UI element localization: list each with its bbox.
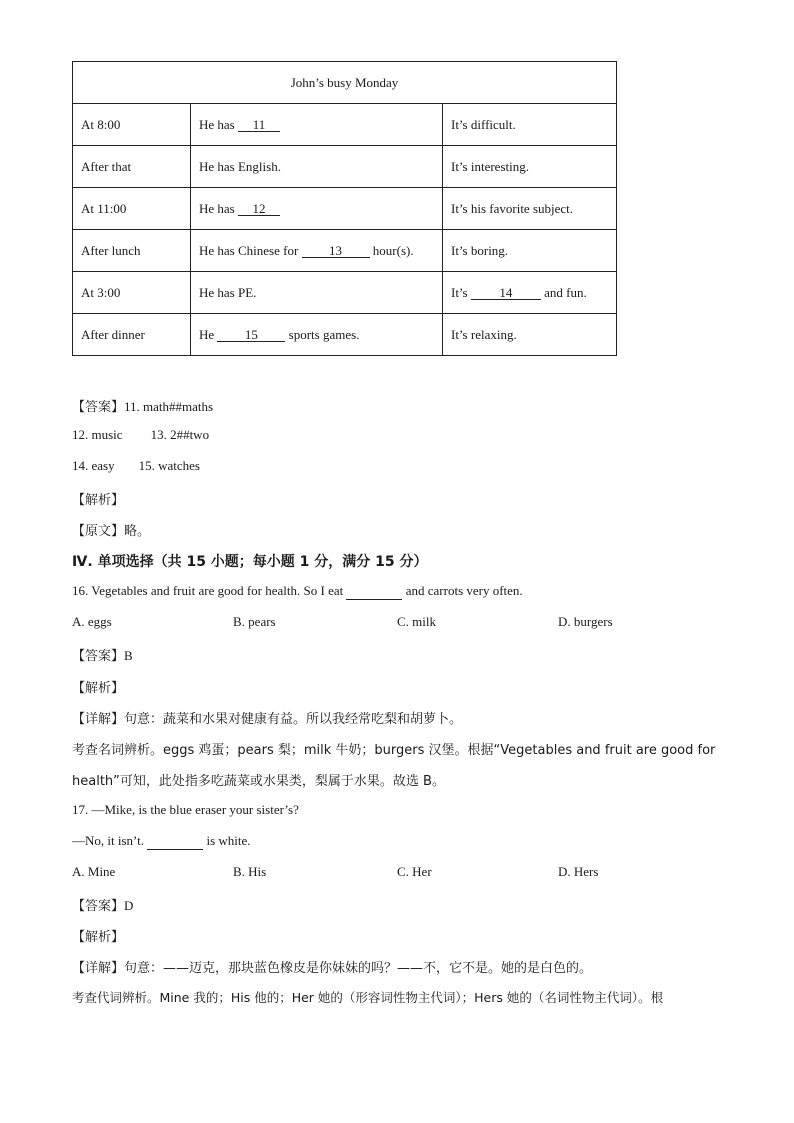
answer-12: 12. music bbox=[72, 427, 123, 442]
answer-13: 13. 2##two bbox=[150, 427, 210, 442]
answer-11: 11. math##maths bbox=[124, 399, 214, 414]
answer-label: 【答案】 bbox=[72, 649, 125, 664]
question-17-reply bbox=[72, 833, 251, 850]
option-d: D. Hers bbox=[558, 864, 599, 879]
option-d: D. burgers bbox=[558, 614, 613, 629]
blank-14: 14 bbox=[471, 286, 541, 300]
option-a: A. Mine bbox=[72, 864, 116, 879]
analysis-label: 【解析】 bbox=[72, 493, 125, 508]
original-line bbox=[72, 520, 150, 539]
table-title: John’s busy Monday bbox=[73, 62, 617, 104]
answer-15: 15. watches bbox=[138, 458, 200, 473]
comment-cell: It’s his favorite subject. bbox=[443, 188, 617, 230]
activity-cell: He has English. bbox=[191, 146, 443, 188]
answer-line bbox=[72, 427, 209, 443]
time-cell: After dinner bbox=[73, 314, 191, 356]
activity-cell bbox=[191, 188, 443, 230]
detail-line bbox=[72, 708, 462, 727]
activity-text: hour(s). bbox=[369, 242, 414, 258]
table-row bbox=[73, 188, 617, 230]
time-cell: At 3:00 bbox=[73, 272, 191, 314]
blank-11: 11 bbox=[238, 118, 280, 132]
table-row bbox=[73, 314, 617, 356]
time-cell: After lunch bbox=[73, 230, 191, 272]
analysis-line bbox=[72, 677, 124, 696]
question-16-stem bbox=[72, 583, 523, 600]
original-text: 略。 bbox=[124, 524, 151, 539]
time-cell: At 11:00 bbox=[73, 188, 191, 230]
answer-line bbox=[72, 396, 213, 415]
activity-text: He has bbox=[199, 200, 238, 216]
blank-13: 13 bbox=[302, 244, 370, 258]
section-heading: Ⅳ. 单项选择（共 15 小题；每小题 1 分，满分 15 分） bbox=[72, 554, 428, 570]
answer-label: 【答案】 bbox=[72, 899, 125, 914]
question-17-stem: 17. —Mike, is the blue eraser your sister’s? bbox=[72, 802, 299, 817]
comment-cell: It’s difficult. bbox=[443, 104, 617, 146]
question-text: 16. Vegetables and fruit are good for health. So I eat bbox=[72, 583, 347, 598]
detail-text: 考查名词辨析。eggs 鸡蛋；pears 梨；milk 牛奶；burgers 汉堡。根据“Vegetables and fruit are good for bbox=[72, 743, 716, 758]
comment-cell: It’s interesting. bbox=[443, 146, 617, 188]
comment-cell: It’s boring. bbox=[443, 230, 617, 272]
question-text: is white. bbox=[203, 833, 251, 848]
answer-line bbox=[72, 645, 133, 664]
option-c: C. milk bbox=[397, 614, 437, 629]
table-row bbox=[73, 230, 617, 272]
activity-cell bbox=[191, 104, 443, 146]
answer-14: 14. easy bbox=[72, 458, 115, 473]
answer-blank bbox=[147, 833, 203, 850]
activity-text: He bbox=[199, 326, 218, 342]
comment-cell bbox=[443, 272, 617, 314]
activity-text: sports games. bbox=[285, 326, 360, 342]
table-row bbox=[73, 272, 617, 314]
option-b: B. pears bbox=[233, 614, 276, 629]
answer-line bbox=[72, 458, 200, 474]
option-b: B. His bbox=[233, 864, 267, 879]
detail-label: 【详解】 bbox=[72, 712, 125, 727]
table-row bbox=[73, 146, 617, 188]
blank-12: 12 bbox=[238, 202, 280, 216]
activity-cell bbox=[191, 230, 443, 272]
detail-label: 【详解】 bbox=[72, 961, 125, 976]
original-label: 【原文】 bbox=[72, 524, 125, 539]
comment-text: and fun. bbox=[540, 284, 587, 300]
analysis-label: 【解析】 bbox=[72, 681, 125, 696]
blank-15: 15 bbox=[217, 328, 285, 342]
option-c: C. Her bbox=[397, 864, 432, 879]
analysis-line bbox=[72, 489, 124, 508]
table-title-row bbox=[73, 62, 617, 104]
activity-text: He has Chinese for bbox=[199, 242, 302, 258]
detail-text: 考查代词辨析。Mine 我的；His 他的；Her 她的（形容词性物主代词）；Hers 她的（名词性物主代词）。根 bbox=[72, 990, 664, 1005]
table-row bbox=[73, 104, 617, 146]
detail-text: health”可知，此处指多吃蔬菜或水果类，梨属于水果。故选 B。 bbox=[72, 774, 445, 789]
analysis-label: 【解析】 bbox=[72, 930, 125, 945]
schedule-table bbox=[72, 61, 617, 356]
activity-cell: He has PE. bbox=[191, 272, 443, 314]
question-text: and carrots very often. bbox=[402, 583, 523, 598]
answer-blank bbox=[346, 583, 402, 600]
answer-label: 【答案】 bbox=[72, 400, 125, 415]
time-cell: After that bbox=[73, 146, 191, 188]
option-a: A. eggs bbox=[72, 614, 112, 629]
answer-line bbox=[72, 895, 133, 914]
comment-text: It’s bbox=[451, 284, 471, 300]
detail-text: 句意：蔬菜和水果对健康有益。所以我经常吃梨和胡萝卜。 bbox=[124, 712, 463, 727]
activity-cell bbox=[191, 314, 443, 356]
answer-value: D bbox=[124, 898, 134, 913]
answer-value: B bbox=[124, 648, 133, 663]
time-cell: At 8:00 bbox=[73, 104, 191, 146]
analysis-line bbox=[72, 926, 124, 945]
activity-text: He has bbox=[199, 116, 238, 132]
detail-text: 句意：——迈克，那块蓝色橡皮是你妹妹的吗？——不，它不是。她的是白色的。 bbox=[124, 961, 593, 976]
comment-cell: It’s relaxing. bbox=[443, 314, 617, 356]
question-text: —No, it isn’t. bbox=[72, 833, 148, 848]
detail-line bbox=[72, 957, 592, 976]
